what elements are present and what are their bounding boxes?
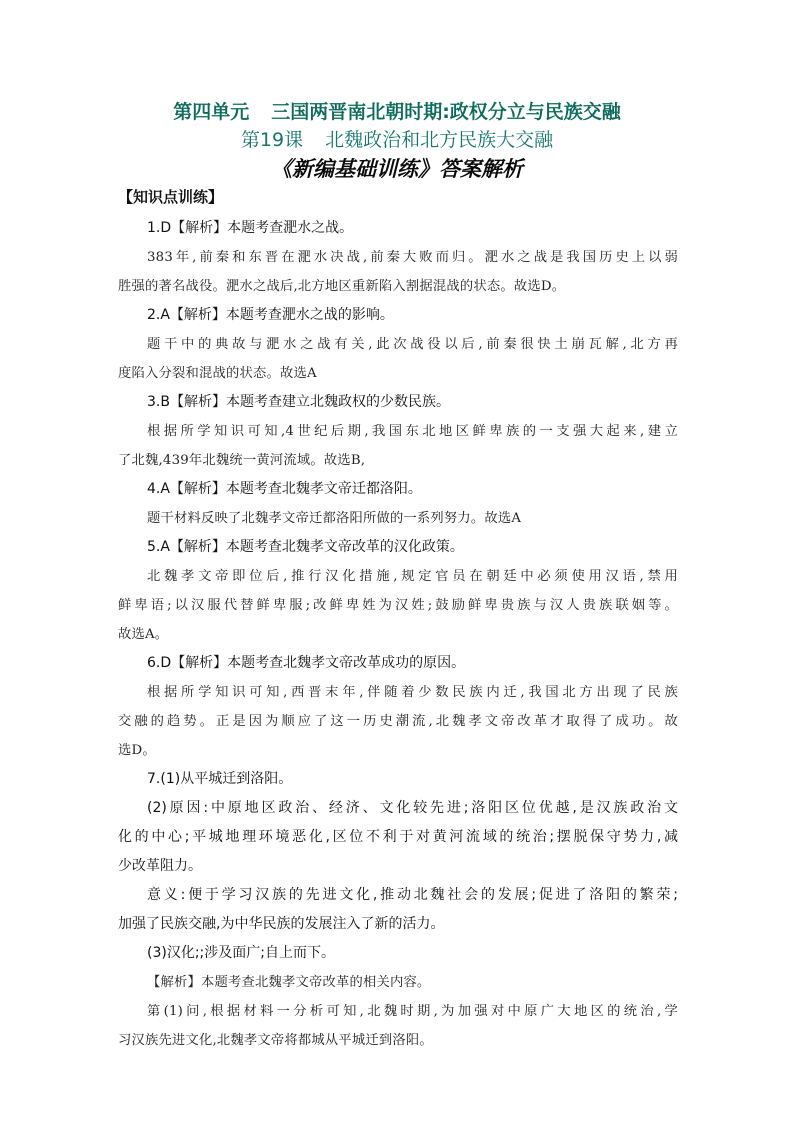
text-line: 根据所学知识可知,西晋末年,伴随着少数民族内迁,我国北方出现了民族 xyxy=(147,685,678,700)
section-heading: 【知识点训练】 xyxy=(118,188,224,206)
text-line: 6.D【解析】本题考查北魏孝文帝改革成功的原因。 xyxy=(147,655,466,671)
unit-number: 第四单元 xyxy=(173,101,250,123)
text-line: 了北魏,439年北魏统一黄河流域。故选B, xyxy=(118,453,366,468)
text-line: 习汉族先进文化,北魏孝文帝将都城从平城迁到洛阳。 xyxy=(118,1033,433,1048)
text-line: 1.D【解析】本题考查淝水之战。 xyxy=(147,220,354,236)
text-line: 题干中的典故与淝水之战有关,此次战役以后,前秦很快土崩瓦解,北方再 xyxy=(147,337,678,352)
text-line: 北魏孝文帝即位后,推行汉化措施,规定官员在朝廷中必须使用汉语,禁用 xyxy=(147,569,678,584)
text-line: 4.A【解析】本题考查北魏孝文帝迁都洛阳。 xyxy=(147,481,422,497)
text-line: 化的中心;平城地理环境恶化,区位不利于对黄河流域的统治;摆脱保守势力,减 xyxy=(118,829,678,845)
text-line: 3.B【解析】本题考查建立北魏政权的少数民族。 xyxy=(147,394,450,410)
text-line: 胜强的著名战役。淝水之战后,北方地区重新陷入割据混战的状态。故选D。 xyxy=(118,279,566,294)
unit-title: 三国两晋南北朝时期:政权分立与民族交融 xyxy=(271,101,621,123)
text-line: (2)原因:中原地区政治、经济、文化较先进;洛阳区位优越,是汉族政治文 xyxy=(147,800,678,816)
text-line: (3)汉化;;涉及面广;自上而下。 xyxy=(147,945,335,961)
text-line: 383年,前秦和东晋在淝水决战,前秦大败而归。淝水之战是我国历史上以弱 xyxy=(147,250,678,265)
text-line: 第(1)问,根据材料一分析可知,北魏时期,为加强对中原广大地区的统治,学 xyxy=(147,1004,678,1019)
document-title: 《新编基础训练》答案解析 xyxy=(271,156,523,181)
text-line: 【解析】本题考查北魏孝文帝改革的相关内容。 xyxy=(147,975,431,990)
text-line: 故选A。 xyxy=(118,627,169,642)
text-line: 5.A【解析】本题考查北魏孝文帝改革的汉化政策。 xyxy=(147,539,464,555)
lesson-number: 第19课 xyxy=(240,129,304,151)
text-line: 鲜卑语;以汉服代替鲜卑服;改鲜卑姓为汉姓;鼓励鲜卑贵族与汉人贵族联姻等。 xyxy=(118,598,678,613)
lesson-heading xyxy=(0,126,794,154)
text-line: 意义:便于学习汉族的先进文化,推动北魏社会的发展;促进了洛阳的繁荣; xyxy=(147,887,678,903)
text-line: 选D。 xyxy=(118,743,156,758)
title-block xyxy=(0,98,794,184)
text-line: 加强了民族交融,为中华民族的发展注入了新的活力。 xyxy=(118,916,445,932)
text-line: 根据所学知识可知,4世纪后期,我国东北地区鲜卑族的一支强大起来,建立 xyxy=(147,424,678,439)
unit-heading xyxy=(0,98,794,126)
text-line: 2.A【解析】本题考查淝水之战的影响。 xyxy=(147,307,394,323)
text-line: 度陷入分裂和混战的状态。故选A xyxy=(118,366,317,381)
lesson-title: 北魏政治和北方民族大交融 xyxy=(325,129,554,151)
text-line: 交融的趋势。正是因为顺应了这一历史潮流,北魏孝文帝改革才取得了成功。故 xyxy=(118,714,678,729)
text-line: 题干材料反映了北魏孝文帝迁都洛阳所做的一系列努力。故选A xyxy=(147,511,522,526)
answer-content xyxy=(118,214,678,1055)
text-line: 少改革阻力。 xyxy=(118,858,202,874)
text-line: 7.(1)从平城迁到洛阳。 xyxy=(147,771,293,787)
